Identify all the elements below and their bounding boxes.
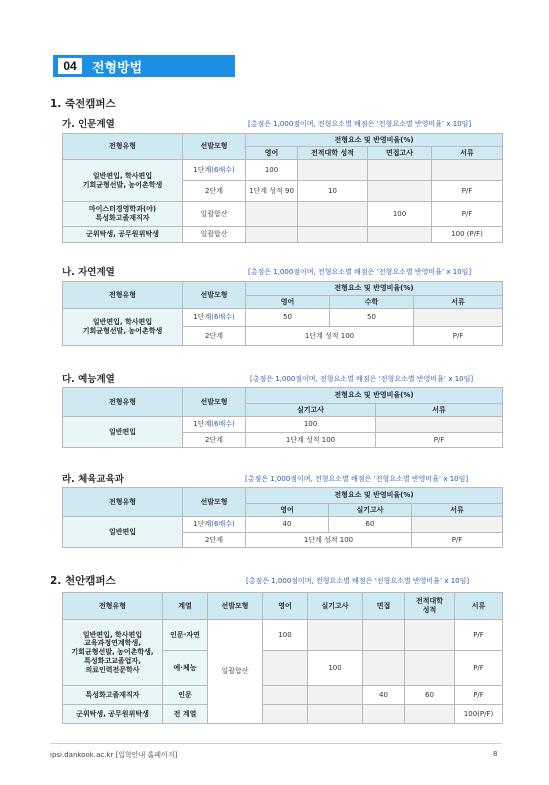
empty-cell [368,181,432,202]
model-value: 일괄합산 [183,202,246,227]
footer-site: ipsi.dankook.ac.kr [입학안내 홈페이지] [50,751,178,759]
header-type: 전형유형 [63,388,183,417]
empty-cell [368,160,432,181]
header-docs: 서류 [414,296,503,309]
stage1-label: 1단계 [193,313,212,322]
footer-divider [50,743,502,744]
section-header [53,55,235,77]
docs-value: P/F [455,620,503,651]
english-value: 50 [246,309,330,327]
empty-cell [298,160,368,181]
campus2-note: [총점은 1,000점이며, 전형요소별 배점은 ‘전형요소별 반영비율’ x 10임] [246,577,470,585]
empty-cell [363,651,405,686]
empty-cell [432,160,503,181]
stage1-label: 1단계 [193,520,212,529]
stage2-score: 1단계 성적 100 [246,433,376,448]
stage1-ratio: (6배수) [211,165,235,174]
prev-grade-value: 60 [405,686,455,705]
header-type: 전형유형 [63,488,183,517]
humanities-title: 가. 인문계열 [62,119,115,130]
math-value: 50 [330,309,414,327]
empty-cell [308,686,363,705]
stage2-label: 2단계 [183,433,246,448]
row-type: 군위탁생, 공무원위탁생 [63,227,183,243]
interview-value: 100 [368,202,432,227]
empty-cell [263,686,308,705]
humanities-table [62,133,503,243]
header-type: 전형유형 [63,134,183,160]
stage2-docs: P/F [414,327,503,346]
model-value: 일괄합산 [183,227,246,243]
row-type: 일반편입, 학사편입 교육과정연계학생, 기회균형선발, 농어촌학생, 특성화고교졸업자, 의료인력전문학사 [63,620,163,686]
header-english: 영어 [263,593,308,620]
empty-cell [376,417,503,433]
header-type: 전형유형 [63,593,163,620]
practical-value: 60 [329,517,412,533]
stage2-label: 2단계 [183,533,246,548]
empty-cell [246,227,298,243]
row-type: 일반편입, 학사편입 기회균형선발, 농어촌학생 [63,309,183,346]
row-type: 군위탁생, 공무원위탁생 [63,705,163,724]
header-docs: 서류 [376,404,503,417]
empty-cell [363,705,405,724]
header-ratio: 전형요소 및 반영비율(%) [246,134,503,147]
humanities-note: [총점은 1,000점이며, 전형요소별 배점은 ‘전형요소별 반영비율’ x 10임] [248,120,472,128]
docs-value: 100 (P/F) [432,227,503,243]
header-ratio: 전형요소 및 반영비율(%) [246,488,503,504]
empty-cell [246,202,298,227]
model-value: 일괄합산 [208,620,263,724]
empty-cell [405,705,455,724]
header-practical: 실기고사 [329,504,412,517]
field-value: 인문·자연 [163,620,208,651]
section-number: 04 [58,58,82,74]
header-interview: 면접고사 [368,147,432,160]
arts-table [62,387,503,448]
docs-value: P/F [455,651,503,686]
empty-cell [405,651,455,686]
field-value: 전 계열 [163,705,208,724]
science-note: [총점은 1,000점이며, 전형요소별 배점은 ‘전형요소별 반영비율’ x 10임] [248,268,472,276]
empty-cell [298,227,368,243]
campus1-title: 1. 죽전캠퍼스 [50,98,116,110]
pe-title: 라. 체육교육과 [62,474,124,485]
row-type: 일반편입 [63,517,183,548]
header-model: 선발모형 [183,134,246,160]
header-practical: 실기고사 [308,593,363,620]
header-practical: 실기고사 [246,404,376,417]
stage2-label: 2단계 [183,181,246,202]
empty-cell [414,309,503,327]
docs-value: 100(P/F) [455,705,503,724]
section-title: 전형방법 [92,60,143,76]
row-type: 마이스터경영학과(야) 특성화고졸재직자 [63,202,183,227]
stage2-docs: P/F [412,533,503,548]
stage2-label: 2단계 [183,327,246,346]
empty-cell [298,202,368,227]
empty-cell [308,620,363,651]
header-english: 영어 [246,147,298,160]
stage1-label: 1단계 [193,420,212,429]
header-model: 선발모형 [183,488,246,517]
arts-note: [총점은 1,000점이며, 전형요소별 배점은 ‘전형요소별 반영비율’ x 10임] [250,375,474,383]
header-ratio: 전형요소 및 반영비율(%) [246,388,503,404]
practical-value: 100 [308,651,363,686]
stage2-score: 1단계 성적 100 [246,327,414,346]
header-english: 영어 [246,296,330,309]
header-prev-grade: 전적대학 성적 [298,147,368,160]
pe-note: [총점은 1,000점이며, 전형요소별 배점은 ‘전형요소별 반영비율’ x 10임] [245,475,469,483]
header-model: 선발모형 [208,593,263,620]
empty-cell [308,705,363,724]
arts-title: 다. 예능계열 [62,374,115,385]
docs-value: P/F [455,686,503,705]
header-model: 선발모형 [183,388,246,417]
pe-table [62,487,503,548]
campus2-table [62,592,503,724]
field-value: 예·체능 [163,651,208,686]
header-field: 계열 [163,593,208,620]
stage1-cell [183,517,246,533]
header-math: 수학 [330,296,414,309]
row-type: 특성화고졸재직자 [63,686,163,705]
campus2-title: 2. 천안캠퍼스 [50,575,116,587]
stage1-cell [183,160,246,181]
empty-cell [363,620,405,651]
english-value: 40 [246,517,329,533]
practical-value: 100 [246,417,376,433]
field-value: 인문 [163,686,208,705]
stage2-grade: 10 [298,181,368,202]
docs-value: P/F [432,202,503,227]
header-english: 영어 [246,504,329,517]
row-type: 일반편입, 학사편입 기회균형선발, 농어촌학생 [63,160,183,202]
header-docs: 서류 [412,504,503,517]
stage2-english: 1단계 성적 90 [246,181,298,202]
stage2-score: 1단계 성적 100 [246,533,412,548]
interview-value: 40 [363,686,405,705]
page-number: 8 [493,750,498,758]
stage2-docs: P/F [432,181,503,202]
stage2-docs: P/F [376,433,503,448]
stage1-ratio: (6배수) [211,520,235,529]
stage1-cell [183,417,246,433]
header-docs: 서류 [455,593,503,620]
header-prev-grade: 전적대학 성적 [405,593,455,620]
stage1-label: 1단계 [193,165,212,174]
empty-cell [263,651,308,686]
row-type: 일반편입 [63,417,183,448]
empty-cell [405,620,455,651]
empty-cell [263,705,308,724]
empty-cell [368,227,432,243]
stage1-cell [183,309,246,327]
english-value: 100 [263,620,308,651]
header-interview: 면접 [363,593,405,620]
header-docs: 서류 [432,147,503,160]
empty-cell [412,517,503,533]
science-title: 나. 자연계열 [62,267,115,278]
stage1-ratio: (6배수) [211,313,235,322]
stage1-ratio: (6배수) [211,420,235,429]
header-type: 전형유형 [63,282,183,309]
header-model: 선발모형 [183,282,246,309]
stage1-english: 100 [246,160,298,181]
header-ratio: 전형요소 및 반영비율(%) [246,282,503,296]
science-table [62,281,503,346]
